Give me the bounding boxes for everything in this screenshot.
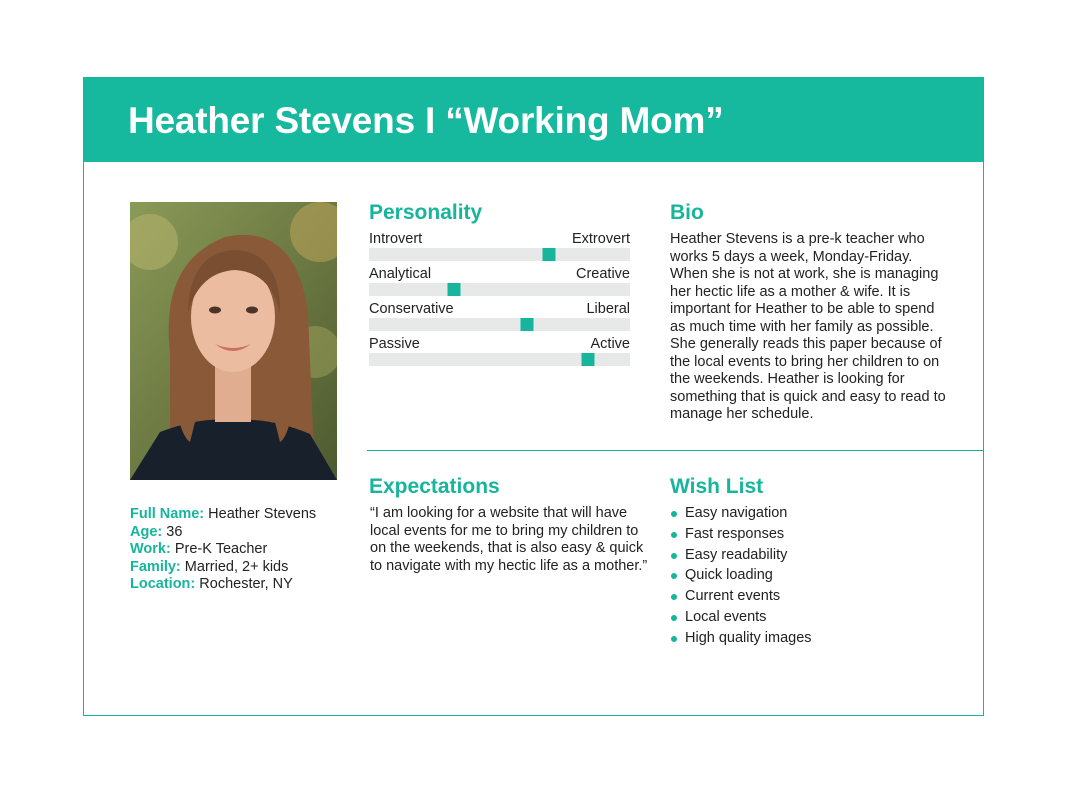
expectations-quote: “I am looking for a website that will have local events for me to bring my children to on the weekends, that is also easy & quick to navigate with my hectic life as a mother.” (370, 505, 648, 574)
trait-right-label: Liberal (586, 301, 630, 317)
wishlist-list (670, 505, 812, 651)
trait-track (369, 353, 630, 366)
personality-heading: Personality (369, 201, 483, 224)
wishlist-item: Local events (670, 609, 812, 630)
trait-marker (582, 353, 595, 366)
bio-text: Heather Stevens is a pre-k teacher who works 5 days a week, Monday-Friday. When she is not at work, she is managing her hectic life as a mother & wife. It is important for Heather to be able to spend as much time with her family as possible. She generally reads this paper because of the local events to bring her children to on the weekends. Heather is looking for something that is quick and easy to read to manage her schedule. (670, 231, 946, 422)
fact-work: Work: Pre-K Teacher (130, 541, 268, 558)
trait-right-label: Active (590, 336, 630, 352)
persona-photo (130, 202, 337, 480)
trait-track (369, 318, 630, 331)
fact-age: Age: 36 (130, 523, 183, 540)
trait-analytical-creative (369, 266, 630, 301)
fact-full-name: Full Name: Heather Stevens (130, 506, 317, 522)
wishlist-item: Current events (670, 588, 812, 609)
trait-track (369, 283, 630, 296)
persona-title: Heather Stevens I “Working Mom” (128, 100, 724, 141)
trait-left-label: Analytical (369, 266, 432, 282)
trait-left-label: Conservative (369, 301, 454, 317)
trait-conservative-liberal (369, 301, 630, 336)
trait-marker (447, 283, 460, 296)
trait-track (369, 248, 630, 261)
wishlist-item: Quick loading (670, 567, 812, 588)
profile-facts (130, 506, 316, 594)
bio-heading: Bio (670, 201, 704, 224)
personality-scales (369, 231, 630, 371)
trait-passive-active (369, 336, 630, 371)
wishlist-item: Easy readability (670, 547, 812, 568)
section-divider (367, 450, 984, 451)
wishlist-item: Fast responses (670, 526, 812, 547)
fact-family: Family: Married, 2+ kids (130, 558, 289, 575)
trait-right-label: Extrovert (571, 231, 630, 247)
trait-marker (543, 248, 556, 261)
trait-introvert-extrovert (369, 231, 630, 266)
trait-marker (520, 318, 533, 331)
fact-location: Location: Rochester, NY (130, 576, 293, 593)
header-banner (84, 78, 983, 162)
wishlist-item: High quality images (670, 630, 812, 651)
trait-left-label: Passive (369, 336, 420, 352)
wishlist-heading: Wish List (670, 475, 764, 498)
persona-card (83, 77, 984, 716)
expectations-heading: Expectations (369, 475, 500, 498)
trait-left-label: Introvert (369, 231, 423, 247)
trait-right-label: Creative (576, 266, 630, 282)
wishlist-item: Easy navigation (670, 505, 812, 526)
